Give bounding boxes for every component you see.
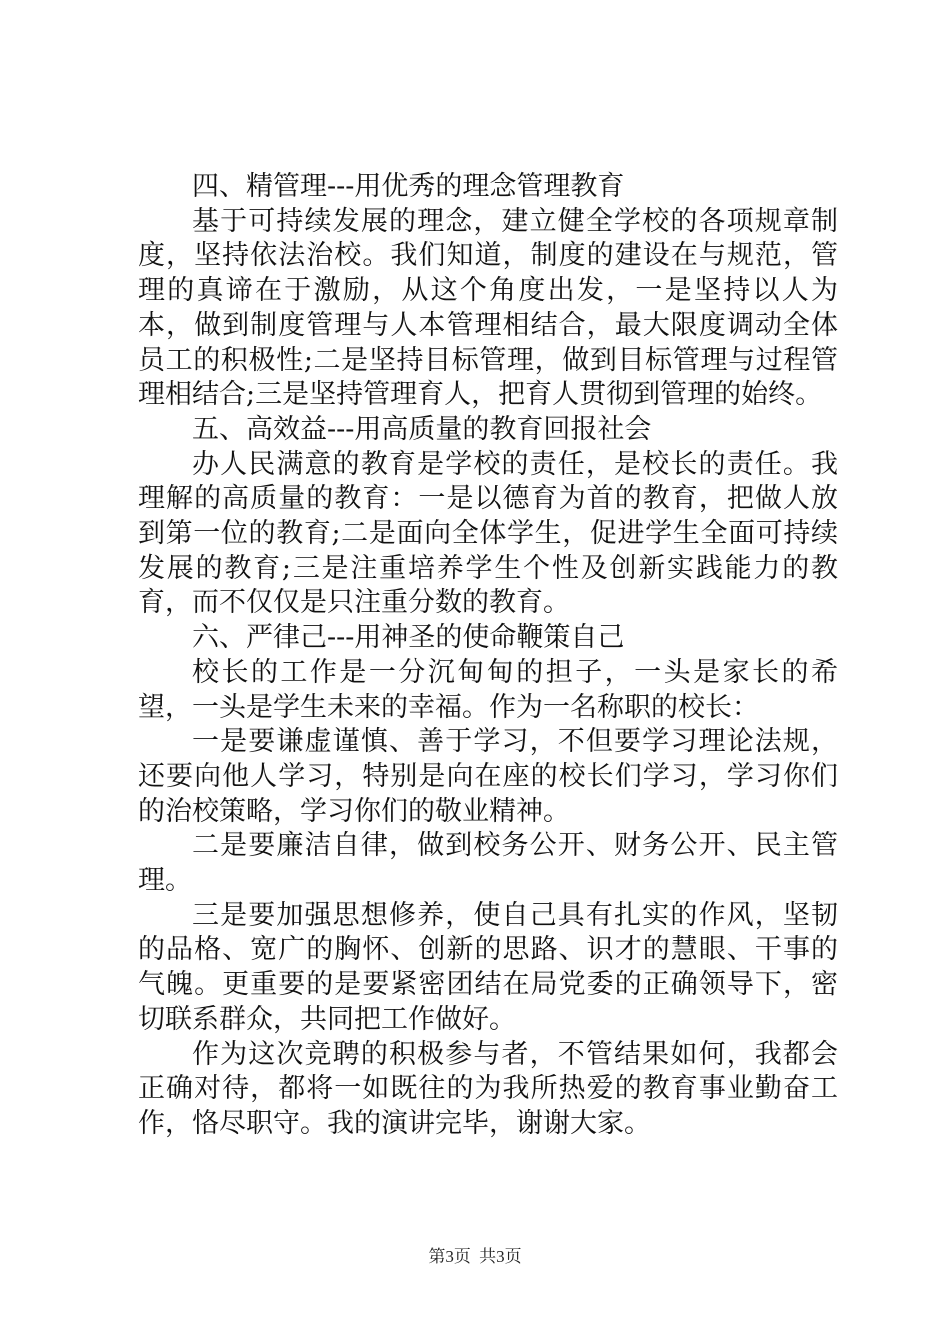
paragraph: 三是要加强思想修养，使自己具有扎实的作风，坚韧的品格、宽广的胸怀、创新的思路、识才的慧眼、干事的气魄。更重要的是要紧密团结在局党委的正确领导下，密切联系群众，共同把工作做好。: [138, 899, 838, 1035]
page-footer: [0, 1242, 950, 1267]
paragraph: 办人民满意的教育是学校的责任，是校长的责任。我理解的高质量的教育：一是以德育为首的教育，把做人放到第一位的教育;二是面向全体学生，促进学生全面可持续发展的教育;三是注重培养学生个性及创新实践能力的教育，而不仅仅是只注重分数的教育。: [138, 448, 838, 619]
paragraph: 二是要廉洁自律，做到校务公开、财务公开、民主管理。: [138, 830, 838, 897]
section-heading-6: 六、严律己---用神圣的使命鞭策自己: [192, 622, 625, 654]
paragraph: 作为这次竞聘的积极参与者，不管结果如何，我都会正确对待，都将一如既往的为我所热爱的教育事业勤奋工作，恪尽职守。我的演讲完毕，谢谢大家。: [138, 1038, 838, 1139]
section-heading-4: 四、精管理---用优秀的理念管理教育: [192, 171, 625, 202]
document-body: [138, 170, 838, 1142]
paragraph: 校长的工作是一分沉甸甸的担子，一头是家长的希望，一头是学生未来的幸福。作为一名称职的校长：: [138, 656, 838, 723]
page-total: 共3页: [479, 1247, 522, 1266]
section-heading-5: 五、高效益---用高质量的教育回报社会: [192, 413, 652, 445]
page-number: 第3页: [428, 1247, 471, 1266]
paragraph: 基于可持续发展的理念，建立健全学校的各项规章制度，坚持依法治校。我们知道，制度的建设在与规范，管理的真谛在于激励，从这个角度出发，一是坚持以人为本，做到制度管理与人本管理相结合，最大限度调动全体员工的积极性;二是坚持目标管理，做到目标管理与过程管理相结合;三是坚持管理育人，把育人贯彻到管理的始终。: [138, 205, 838, 411]
paragraph: 一是要谦虚谨慎、善于学习，不但要学习理论法规，还要向他人学习，特别是向在座的校长们学习，学习你们的治校策略，学习你们的敬业精神。: [138, 726, 838, 827]
